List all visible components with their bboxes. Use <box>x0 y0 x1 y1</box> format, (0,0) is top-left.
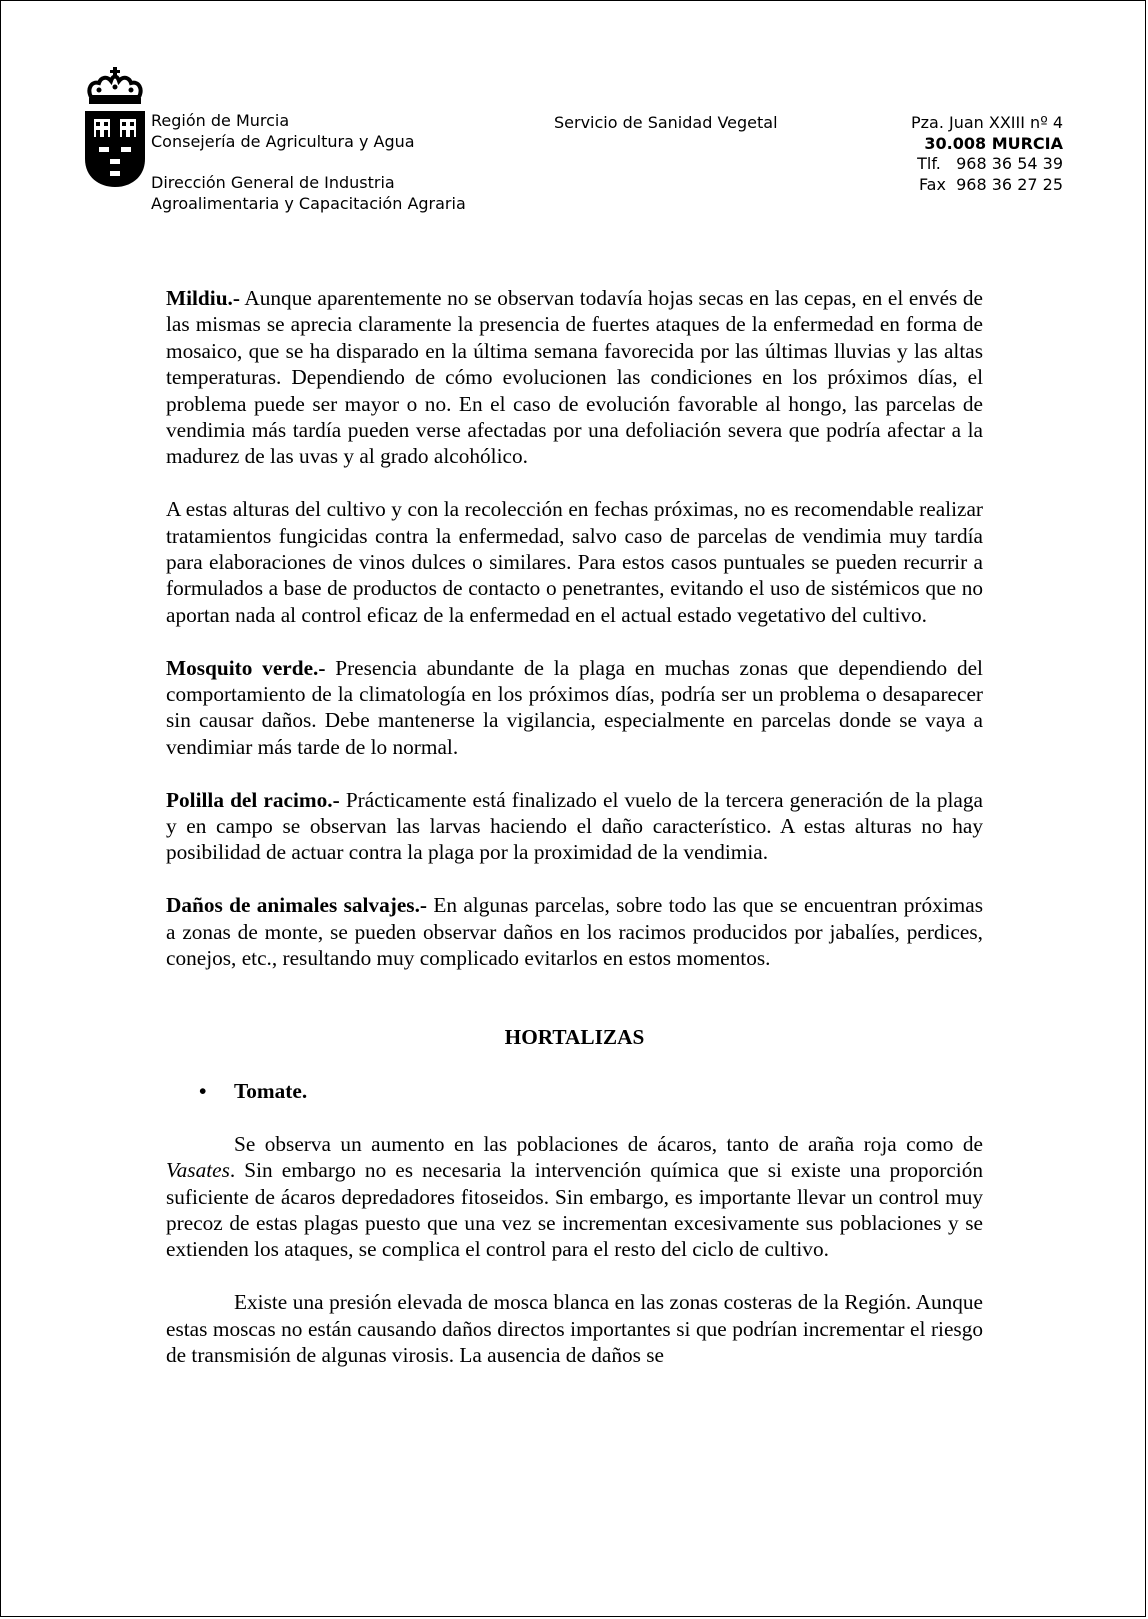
section-title-hortalizas: HORTALIZAS <box>504 1024 645 1049</box>
address-street: Pza. Juan XXIII nº 4 <box>910 113 1063 132</box>
paragraph-acaros <box>166 1131 983 1263</box>
paragraph-mosquito-verde <box>166 655 983 761</box>
letterhead <box>1 1 1147 231</box>
text-acaros-a: Se observa un aumento en las poblaciones de ácaros, tanto de araña roja como de <box>234 1131 983 1156</box>
region-coat-of-arms-logo <box>85 67 145 192</box>
address-block <box>911 113 1063 195</box>
text-mildiu: Aunque aparentemente no se observan todavía hojas secas en las cepas, en el envés de las mismas se aprecia claramente la presencia de fuertes ataques de la enfermedad en forma de mosaico, que se ha disparado en la última semana favorecida por las últimas lluvias y las altas temperaturas. Dependiendo de cómo evolucionen las condiciones en los próximos días, el problema puede ser mayor o no. En el caso de evolución favorable al hongo, las parcelas de vendimia más tardía pueden verse afectadas por una defoliación severa que podría afectar a la madurez de las uvas y al grado alcohólico. <box>166 286 983 469</box>
heading-animales: Daños de animales salvajes.- <box>166 893 427 918</box>
service-name: Servicio de Sanidad Vegetal <box>554 113 778 132</box>
heading-mildiu: Mildiu.- <box>166 286 240 310</box>
organization-block <box>151 111 466 214</box>
text-acaros-b: . Sin embargo no es necesaria la intervención química que si existe una proporción suficiente de ácaros depredadores fitoseidos. Sin embargo, es importante llevar un control muy precoz de estas plagas puesto que una vez se incrementan excesivamente sus poblaciones y se extienden los ataques, se complica el control para el resto del ciclo de cultivo. <box>166 1158 983 1262</box>
text-animales: En algunas parcelas, sobre todo las que se encuentran próximas a zonas de monte, se pueden observar daños en los racimos producidos por jabalíes, perdices, conejos, etc., resultando muy complicado evitarlos en estos momentos. <box>166 893 983 971</box>
paragraph-mosca-blanca <box>166 1289 983 1368</box>
heading-polilla: Polilla del racimo.- <box>166 787 340 812</box>
text-mosca-blanca: Existe una presión elevada de mosca blanca en las zonas costeras de la Región. Aunque estas moscas no están causando daños directos importantes si que podrían incrementar el riesgo de transmisión de algunas virosis. La ausencia de daños se <box>166 1290 983 1367</box>
text-polilla: Prácticamente está finalizado el vuelo de la tercera generación de la plaga y en campo se observan las larvas haciendo el daño característico. A estas alturas no hay posibilidad de actuar contra la plaga por la proximidad de la vendimia. <box>166 787 983 865</box>
bullet-icon: • <box>199 1078 207 1103</box>
paragraph-polilla <box>166 787 983 866</box>
paragraph-recommendation <box>166 496 983 628</box>
org-directorate-line2: Agroalimentaria y Capacitación Agraria <box>151 193 466 213</box>
text-mosquito-verde: Presencia abundante de la plaga en muchas zonas que dependiendo del comportamiento de la climatología en los próximos días, podría ser un problema o desaparecer sin causar daños. Debe mantenerse la vigilancia, especialmente en parcelas donde se vaya a vendimiar más tarde de lo normal. <box>166 655 983 759</box>
address-city: 30.008 MURCIA <box>924 133 1063 153</box>
text-vasates: Vasates <box>166 1158 230 1183</box>
fax-number: Fax 968 36 27 25 <box>918 174 1063 194</box>
paragraph-mildiu <box>166 285 983 470</box>
document-body <box>166 285 983 1395</box>
org-directorate-line1: Dirección General de Industria <box>151 173 395 192</box>
org-region: Región de Murcia <box>151 111 290 130</box>
phone-number: Tlf. 968 36 54 39 <box>917 154 1063 173</box>
org-department: Consejería de Agricultura y Agua <box>151 131 415 151</box>
text-recommendation: A estas alturas del cultivo y con la recolección en fechas próximas, no es recomendable realizar tratamientos fungicidas contra la enfermedad, salvo caso de parcelas de vendimia muy tardía para elaboraciones de vinos dulces o similares. Para estos casos puntuales se pueden recurrir a formulados a base de productos de contacto o penetrantes, evitando el uso de sistémicos que no aportan nada al control eficaz de la enfermedad en el actual estado vegetativo del cultivo. <box>166 497 983 627</box>
bullet-tomate <box>166 1078 983 1104</box>
paragraph-animales <box>166 892 983 971</box>
heading-mosquito-verde: Mosquito verde.- <box>166 655 326 680</box>
bullet-label-tomate: Tomate. <box>234 1078 308 1103</box>
